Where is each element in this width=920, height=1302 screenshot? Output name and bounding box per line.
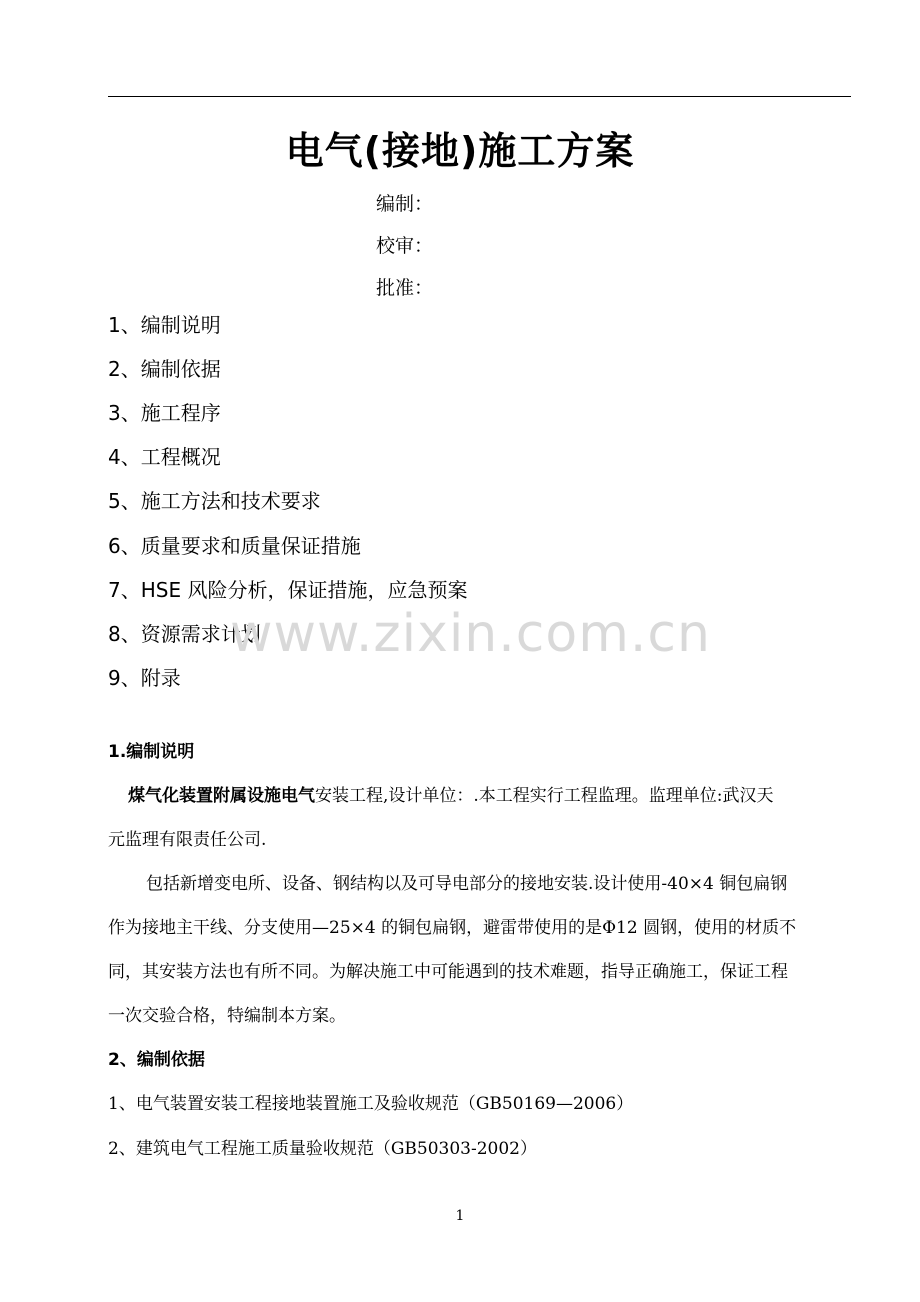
toc-item-2: 2、编制依据 xyxy=(108,357,221,381)
section-1-paragraph-1-line-1 xyxy=(128,785,871,807)
document-title: 电气(接地)施工方案 xyxy=(285,129,635,173)
toc-item-5: 5、施工方法和技术要求 xyxy=(108,489,321,513)
toc-item-1: 1、编制说明 xyxy=(108,313,221,337)
basis-item-2: 2、建筑电气工程施工质量验收规范（GB50303-2002） xyxy=(108,1139,537,1159)
toc-item-4: 4、工程概况 xyxy=(108,445,221,469)
toc-item-7: 7、HSE 风险分析，保证措施，应急预案 xyxy=(108,578,468,602)
section-1-paragraph-2-line-4: 一次交验合格，特编制本方案。 xyxy=(108,1006,346,1026)
project-name: 煤气化装置附属设施电气 xyxy=(128,786,315,806)
section-1-paragraph-1-line-2: 元监理有限责任公司. xyxy=(108,830,267,850)
header-rule xyxy=(108,96,851,97)
basis-item-1: 1、电气装置安装工程接地装置施工及验收规范（GB50169—2006） xyxy=(108,1094,634,1114)
section-2-heading: 2、编制依据 xyxy=(108,1050,205,1070)
section-1-paragraph-2-line-1: 包括新增变电所、设备、钢结构以及可导电部分的接地安装.设计使用-40×4 铜包扁钢 xyxy=(146,874,788,894)
paragraph-1-text: 安装工程,设计单位：.本工程实行工程监理。监理单位:武汉天 xyxy=(315,786,774,806)
watermark: www.zixin.com.cn xyxy=(230,604,711,664)
signature-compiler: 编制： xyxy=(376,193,434,215)
toc-item-6: 6、质量要求和质量保证措施 xyxy=(108,534,361,558)
section-1-paragraph-2-line-3: 同，其安装方法也有所不同。为解决施工中可能遇到的技术难题，指导正确施工，保证工程 xyxy=(108,962,788,982)
section-1-paragraph-2-line-2: 作为接地主干线、分支使用—25×4 的铜包扁钢，避雷带使用的是Φ12 圆钢，使用的材质不 xyxy=(108,918,797,938)
page-number: 1 xyxy=(455,1208,465,1224)
toc-item-3: 3、施工程序 xyxy=(108,401,221,425)
signature-reviewer: 校审： xyxy=(376,235,434,257)
signature-approver: 批准： xyxy=(376,277,434,299)
section-1-heading: 1.编制说明 xyxy=(108,742,195,762)
toc-item-9: 9、附录 xyxy=(108,666,181,690)
toc-item-8: 8、资源需求计划 xyxy=(108,622,261,646)
